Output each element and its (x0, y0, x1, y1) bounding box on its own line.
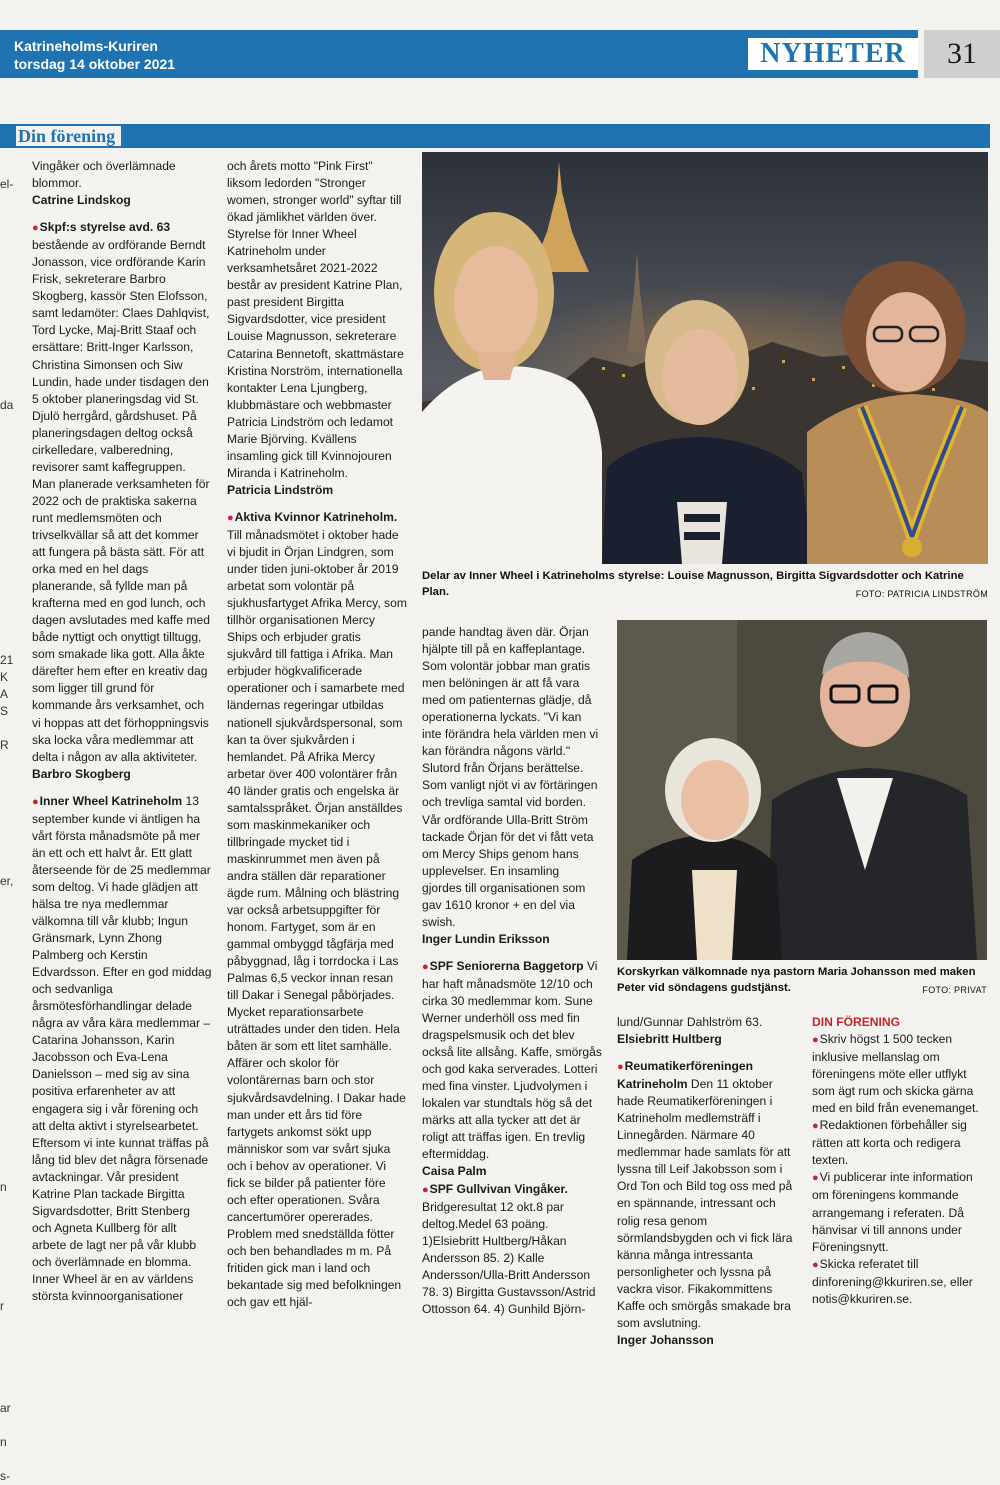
edge-fragment (0, 1077, 14, 1094)
edge-fragment: el- (0, 177, 14, 191)
bullet-icon: ● (32, 795, 39, 808)
edge-fragment (0, 1366, 14, 1383)
cut-off-edge-text (0, 176, 14, 1483)
bullet-icon: ● (812, 1172, 819, 1185)
info-item: ●Skriv högst 1 500 tecken inklusive mellanslag om föreningens möte eller utflykt som ägt rum och skicka gärna med en bild från evenemanget. (812, 1032, 979, 1116)
edge-fragment: er, (0, 874, 14, 888)
edge-fragment (0, 1128, 14, 1145)
info-box (812, 1014, 988, 1314)
masthead (0, 30, 1000, 78)
signature: Patricia Lindström (227, 482, 334, 497)
signature: Elsiebritt Hultberg (617, 1032, 722, 1047)
column-3 (422, 624, 602, 1372)
edge-fragment (0, 992, 14, 1009)
edge-fragment (0, 1060, 14, 1077)
signature: Barbro Skogberg (32, 766, 131, 781)
article-spf-baggetorp (422, 958, 602, 1164)
edge-fragment (0, 601, 14, 618)
article-lead: Reumatikerföreningen Katrineholm (617, 1059, 754, 1092)
article-lead: Inner Wheel Katrineholm (39, 793, 183, 808)
article-aktiva-kvinnor (227, 509, 407, 1311)
article-lead: Aktiva Kvinnor Katrineholm. (234, 509, 398, 524)
edge-fragment (0, 346, 14, 363)
article-body: Bridgeresultat 12 okt.8 par deltog.Medel 63 poäng. 1)Elsiebritt Hultberg/Håkan Andersson 85. 2) Kalle Andersson/Ulla-Britt Andersson 78. 3) Birgitta Gustavsson/Astrid Ottosson 64. 4) Gunhild Björn- (422, 1199, 596, 1316)
edge-fragment (0, 618, 14, 635)
edge-fragment (0, 924, 14, 941)
paragraph: Vingåker och överlämnade blommor. (32, 159, 176, 191)
article-body: bestående av ordförande Berndt Jonasson, vice ordförande Karin Frisk, sekreterare Barbro Skogberg, kassör Sten Elofsson, samt ledamöter: Claes Dahlqvist, Tord Lycke, Maj-Britt Staaf och ersättare: Britt-Inger Karlsson, Christina Simonsen och Siw Lundin, hade under tisdagen den 5 oktober planeringsdag vid St. Djulö herrgård, gårdshuset. På planeringsdagen deltog också cirkelledare, valberedning, revisorer samt kaffegruppen. Man planerade verksamheten för 2022 och de praktiska sakerna runt medlemsmöten och trivselkvällar så att det kommer att fungera på bästa sätt. För att orka med en hel dags planerande, så fyllde man på krafterna med en god lunch, och dagen avslutades med kaffe med både nyttigt och onyttigt tilltugg, som smakade lika gott. Alla åkte därefter hem efter en kreativ dag som ligger till grund för kommande års verksamhet, och vi hoppas att det förhoppningsvis ska locka våra medlemmar att delta i någon av alla aktiviteter. (32, 238, 210, 764)
edge-fragment: 21 (0, 653, 14, 667)
section-bar (0, 124, 990, 148)
column-2 (227, 158, 407, 1372)
info-item: ●Vi publicerar inte information om föreningens kommande arrangemang i referaten. Då hänvisar vi till annons under Föreningsnytt. (812, 1170, 973, 1254)
edge-fragment (0, 244, 14, 261)
page-number: 31 (924, 30, 1000, 78)
edge-fragment: R (0, 738, 9, 752)
section-label: Din förening (16, 126, 121, 146)
edge-fragment (0, 907, 14, 924)
article-skpf (32, 219, 212, 766)
edge-fragment: r (0, 1299, 4, 1313)
edge-fragment (0, 499, 14, 516)
photo-korskyrkan (617, 620, 987, 960)
photo-1-caption: Delar av Inner Wheel i Katrineholms styrelse: Louise Magnusson, Birgitta Sigvardsdotter och Katrine Plan. (422, 570, 964, 598)
edge-fragment (0, 1349, 14, 1366)
edge-fragment: S (0, 704, 9, 718)
edge-fragment (0, 788, 14, 805)
bullet-icon: ● (812, 1258, 819, 1271)
edge-fragment (0, 839, 14, 856)
issue-date: torsdag 14 oktober 2021 (14, 56, 176, 72)
bullet-icon: ● (617, 1061, 624, 1074)
edge-fragment (0, 1026, 14, 1043)
edge-fragment (0, 754, 14, 771)
article-body: Vi har haft månadsmöte 12/10 och cirka 30 medlemmar kom. Sune Werner underhöll oss med fin dragspelsmusik och det blev också lite allsång. Kaffe, smörgås och god kaka serverades. Lotteri med fina vinster. Ljudvolymen i lokalen var stundtals hög så det märks att alla tycker att det är roligt att träffas igen. En trevlig eftermiddag. (422, 958, 602, 1162)
edge-fragment (0, 1111, 14, 1128)
article-lead: SPF Gullvivan Vingåker. (429, 1181, 568, 1196)
edge-fragment (0, 482, 14, 499)
edge-fragment (0, 720, 14, 737)
edge-fragment (0, 1213, 14, 1230)
article-inner-wheel (32, 793, 212, 1305)
edge-fragment (0, 278, 14, 295)
photo-image (617, 620, 987, 960)
photo-image (422, 152, 988, 564)
column-1 (32, 158, 212, 1372)
edge-fragment (0, 805, 14, 822)
edge-fragment: n (0, 1435, 7, 1449)
edge-fragment (0, 448, 14, 465)
edge-fragment (0, 975, 14, 992)
article-body: 13 september kunde vi äntligen ha vårt första månadsmöte på mer än ett och ett halvt år. Ett glatt återseende för de 25 medlemmar som deltog. Vi hade glädjen att hälsa tre nya medlemmar välkomna till vår klubb; Ingun Gränsmark, Lynn Zhong Palmberg och Kerstin Edvardsson. Efter en god middag och sedvanliga årsmötesförhandlingar delade några av våra kära medlemmar – Catarina Johansson, Karin Jacobsson och Eva-Lena Danielsson – med sig av sina positiva erfarenheter av att engagera sig i vår förening och att delta aktivt i styrelsearbetet. Eftersom vi inte kunnat träffas på lång tid blev det några försenade avtackningar. Vår president Katrine Plan tackade Birgitta Sigvardsdotter, Britt Stenberg och Agneta Kullberg för allt arbete de lagt ner på vår klubb och överlämnade en blomma. Inner Wheel är en av världens största kvinnoorganisationer (32, 793, 212, 1304)
edge-fragment (0, 958, 14, 975)
edge-fragment (0, 1094, 14, 1111)
signature: Inger Johansson (617, 1332, 714, 1347)
edge-fragment: s- (0, 1469, 10, 1483)
article-body: Den 11 oktober hade Reumatikerföreningen i Katrineholm medlemsträff i Linnegården. Närmare 40 medlemmar hade samlats för att lyssna till Leif Jakobsson som i Ord Ton och Bild tog oss med på en spännande, intressant och rolig resa genom sörmlandsbygden och vi fick lära känna många intressanta personligheter och lyssna på vackra visor. Fikakommittens Kaffe och smörgås smakade bra som avslutning. (617, 1077, 793, 1330)
paragraph: och årets motto "Pink First" liksom ledorden "Stronger women, stronger world" syftar till ökad jämlikhet världen över. Styrelse för Inner Wheel Katrineholm under verksamhetsåret 2021-2022 består av president Katrine Plan, past president Birgitta Sigvardsdotter, vice president Louise Magnusson, sekreterare Catarina Bennetoft, skattmästare Kristina Norström, internationella kontakter Lena Ljungberg, klubbmästare och webbmaster Patricia Lindström och ledamot Marie Björving. Kvällens insamling gick till Kvinnojouren Miranda i Katrineholm. (227, 159, 404, 480)
edge-fragment: da (0, 398, 14, 412)
bullet-icon: ● (812, 1120, 819, 1133)
article-spf-gullvivan (422, 1181, 602, 1318)
edge-fragment (0, 329, 14, 346)
edge-fragment (0, 465, 14, 482)
photo-2-credit: FOTO: PRIVAT (922, 985, 987, 995)
article-lead: Skpf:s styrelse avd. 63 (39, 220, 171, 235)
paragraph: lund/Gunnar Dahlström 63. (617, 1015, 763, 1029)
edge-fragment (0, 380, 14, 397)
bullet-icon: ● (812, 1034, 819, 1047)
photo-1-credit: FOTO: PATRICIA LINDSTRÖM (855, 589, 988, 599)
edge-fragment (0, 584, 14, 601)
edge-fragment (0, 414, 14, 431)
edge-fragment (0, 890, 14, 907)
column-4 (617, 1014, 797, 1372)
edge-fragment (0, 1264, 14, 1281)
edge-fragment (0, 261, 14, 278)
edge-fragment: A (0, 687, 9, 701)
paragraph: pande handtag även där. Örjan hjälpte till på en kaffeplantage. Som volontär jobbar man gratis men belöningen är att få vara med om patienternas glädje, då operationerna lyckats. "Vi kan inte förändra hela världen men vi kan förändra någons värld." Slutord från Örjans berättelse. Som vanligt njöt vi av förtäringen och trevliga samtal vid borden. Vår ordförande Ulla-Britt Ström tackade Örjan för det vi fått veta om Mercy Ships genom hans upplevelser. En insamling gjordes till organisationen som gav 1610 kronor + en del via swish. (422, 625, 599, 929)
edge-fragment (0, 550, 14, 567)
edge-fragment (0, 1332, 14, 1349)
edge-fragment (0, 1417, 14, 1434)
bullet-icon: ● (422, 1183, 429, 1196)
edge-fragment: K (0, 670, 9, 684)
article-lead: SPF Seniorerna Baggetorp (429, 958, 584, 973)
edge-fragment (0, 1383, 14, 1400)
photo-inner-wheel (422, 152, 988, 564)
edge-fragment (0, 635, 14, 652)
edge-fragment (0, 227, 14, 244)
edge-fragment (0, 295, 14, 312)
edge-fragment (0, 1451, 14, 1468)
edge-fragment (0, 363, 14, 380)
info-item: ●Redaktionen förbehåller sig rätten att korta och redigera texten. (812, 1118, 967, 1168)
edge-fragment (0, 1196, 14, 1213)
edge-fragment (0, 567, 14, 584)
edge-fragment: n (0, 1180, 7, 1194)
bullet-icon: ● (227, 511, 234, 524)
photo-2-caption: Korskyrkan välkomnade nya pastorn Maria Johansson med maken Peter vid söndagens gudstjänst. (617, 966, 976, 994)
edge-fragment (0, 312, 14, 329)
edge-fragment (0, 516, 14, 533)
edge-fragment (0, 193, 14, 210)
edge-fragment (0, 1009, 14, 1026)
section-name: NYHETER (748, 38, 918, 70)
edge-fragment (0, 1043, 14, 1060)
info-box-heading: DIN FÖRENING (812, 1015, 901, 1029)
edge-fragment (0, 856, 14, 873)
edge-fragment (0, 941, 14, 958)
edge-fragment (0, 431, 14, 448)
article-reumatiker (617, 1058, 797, 1332)
edge-fragment (0, 771, 14, 788)
edge-fragment (0, 1162, 14, 1179)
signature: Inger Lundin Eriksson (422, 931, 550, 946)
paper-name: Katrineholms-Kuriren (14, 38, 158, 54)
bullet-icon: ● (32, 222, 39, 235)
edge-fragment (0, 1281, 14, 1298)
edge-fragment (0, 822, 14, 839)
edge-fragment (0, 1315, 14, 1332)
info-item: ●Skicka referatet till dinforening@kkuriren.se, eller notis@kkuriren.se. (812, 1256, 973, 1306)
edge-fragment: ar (0, 1401, 11, 1415)
edge-fragment (0, 1145, 14, 1162)
bullet-icon: ● (422, 960, 429, 973)
edge-fragment (0, 1230, 14, 1247)
signature: Caisa Palm (422, 1164, 487, 1179)
signature: Catrine Lindskog (32, 193, 131, 208)
masthead-paper-info (14, 37, 175, 73)
edge-fragment (0, 1247, 14, 1264)
article-body: Till månadsmötet i oktober hade vi bjudit in Örjan Lindgren, som under tiden juni-oktober år 2019 arbetat som volontär på sjukhusfartyget Afrika Mercy, som tillhör organisationen Mercy Ships och erbjuder gratis sjukvård till fattiga i Afrika. Man erbjuder högkvalificerade operationer och i samarbete med ländernas regeringar utbildas nationell sjukvårdspersonal, som kan ta över sjukvården i hemlandet. På Afrika Mercy arbetar över 400 volontärer från 40 länder gratis och engelska är samtalsspråket. Örjan anställdes som maskinmekaniker och tillbringade mycket tid i maskinrummet men även på andra ställen där reparationer ägde rum. Målning och blästring var också arbetsuppgifter för honom. Fartyget, som är en gammal ombyggd tågfärja med påbyggnad, låg i torrdocka i Las Palmas 6,5 veckor innan resan till Dakar i Senegal påbörjades. Mycket reparationsarbete uträttades under den tiden. Hela båten är som ett litet samhälle. Affärer och skolor för volontärernas barn och stor sjukvårdsavdelning. I Dakar hade man under ett års tid före fartygets ankomst sökt upp människor som var svårt sjuka och i behov av operationer. Vi fick se bilder på patienter före och efter operationen. Svåra cancertumörer opererades. Problem med snedställda fötter och ben behandlades m m. På fritiden gick man i land och bekantade sig med befolkningen och gav ett hjäl- (227, 527, 407, 1310)
edge-fragment (0, 210, 14, 227)
edge-fragment (0, 533, 14, 550)
